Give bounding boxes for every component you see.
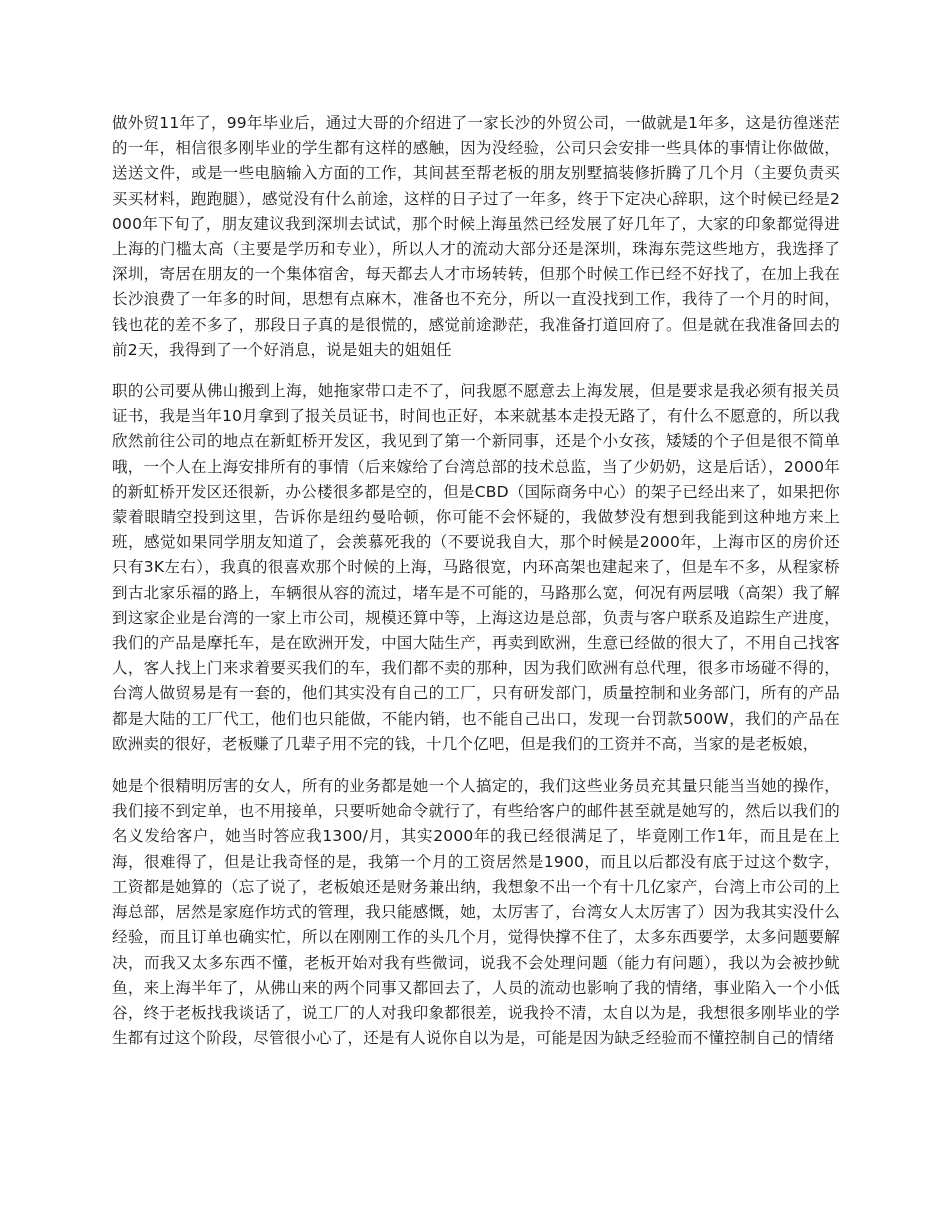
paragraph-1: 做外贸11年了，99年毕业后，通过大哥的介绍进了一家长沙的外贸公司，一做就是1年多，这是彷徨迷茫的一年，相信很多刚毕业的学生都有这样的感触，因为没经验，公司只会安排一些具体的事情让你做做，送送文件，或是一些电脑输入方面的工作，其间甚至帮老板的朋友别墅搞装修折腾了几个月（主要负责买买买材料，跑跑腿），感觉没有什么前途，这样的日子过了一年多，终于下定决心辞职，这个时候已经是2000年下旬了，朋友建议我到深圳去试试，那个时候上海虽然已经发展了好几年了，大家的印象都觉得进上海的门槛太高（主要是学历和专业），所以人才的流动大部分还是深圳，珠海东莞这些地方，我选择了深圳，寄居在朋友的一个集体宿舍，每天都去人才市场转转，但那个时候工作已经不好找了，在加上我在长沙浪费了一年多的时间，思想有点麻木，准备也不充分，所以一直没找到工作，我待了一个月的时间，钱也花的差不多了，那段日子真的是很慌的，感觉前途渺茫，我准备打道回府了。但是就在我准备回去的前2天，我得到了一个好消息，说是姐夫的姐姐任 (112, 114, 840, 359)
paragraph-2: 职的公司要从佛山搬到上海，她拖家带口走不了，问我愿不愿意去上海发展，但是要求是我必须有报关员证书，我是当年10月拿到了报关员证书，时间也正好，本来就基本走投无路了，有什么不愿意的，所以我欣然前往公司的地点在新虹桥开发区，我见到了第一个新同事，还是个小女孩，矮矮的个子但是很不简单哦，一个人在上海安排所有的事情（后来嫁给了台湾总部的技术总监，当了少奶奶，这是后话），2000年的新虹桥开发区还很新，办公楼很多都是空的，但是CBD（国际商务中心）的架子已经出来了，如果把你蒙着眼睛空投到这里，告诉你是纽约曼哈顿，你可能不会怀疑的，我做梦没有想到我能到这种地方来上班，感觉如果同学朋友知道了，会羡慕死我的（不要说我自大，那个时候是2000年，上海市区的房价还只有3K左右），我真的很喜欢那个时候的上海，马路很宽，内环高架也建起来了，但是车不多，从程家桥到古北家乐福的路上，车辆很从容的流过，堵车是不可能的，马路那么宽，何况有两层哦（高架）我了解到这家企业是台湾的一家上市公司，规模还算中等，上海这边是总部，负责与客户联系及追踪生产进度，我们的产品是摩托车，是在欧洲开发，中国大陆生产，再卖到欧洲，生意已经做的很大了，不用自己找客人，客人找上门来求着要买我们的车，我们都不卖的那种，因为我们欧洲有总代理，很多市场碰不得的，台湾人做贸易是有一套的，他们其实没有自己的工厂，只有研发部门，质量控制和业务部门，所有的产品都是大陆的工厂代工，他们也只能做，不能内销，也不能自己出口，发现一台罚款500W，我们的产品在欧洲卖的很好，老板赚了几辈子用不完的钱，十几个亿吧，但是我们的工资并不高，当家的是老板娘， (112, 382, 840, 753)
paragraph-3: 她是个很精明厉害的女人，所有的业务都是她一个人搞定的，我们这些业务员充其量只能当当她的操作，我们接不到定单，也不用接单，只要听她命令就行了，有些给客户的邮件甚至就是她写的，然后以我们的名义发给客户，她当时答应我1300/月，其实2000年的我已经很满足了，毕竟刚工作1年，而且是在上海，很难得了，但是让我奇怪的是，我第一个月的工资居然是1900，而且以后都没有底于过这个数字，工资都是她算的（忘了说了，老板娘还是财务兼出纳，我想象不出一个有十几亿家产，台湾上市公司的上海总部，居然是家庭作坊式的管理，我只能感慨，她，太厉害了，台湾女人太厉害了）因为我其实没什么经验，而且订单也确实忙，所以在刚刚工作的头几个月，觉得快撑不住了，太多东西要学，太多问题要解决，而我又太多东西不懂，老板开始对我有些微词，说我不会处理问题（能力有问题），我以为会被抄鱿鱼，来上海半年了，从佛山来的两个同事又都回去了，人员的流动也影响了我的情绪，事业陷入一个小低谷，终于老板找我谈话了，说工厂的人对我印象都很差，说我拎不清，太自以为是，我想很多刚毕业的学生都有过这个阶段，尽管很小心了，还是有人说你自以为是，可能是因为缺乏经验而不懂控制自己的情绪 (112, 777, 840, 1048)
document-body (112, 111, 840, 1064)
